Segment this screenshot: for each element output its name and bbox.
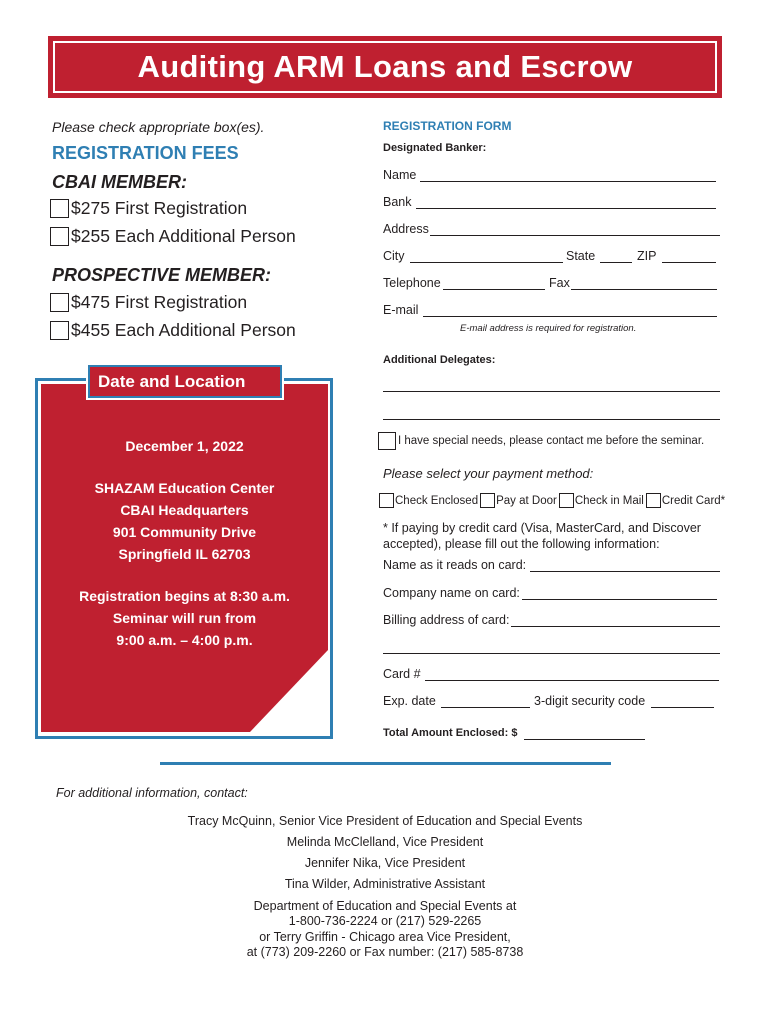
date-location-tab-label: Date and Location: [98, 371, 246, 391]
payment-option-label: Check Enclosed: [395, 494, 479, 507]
checkbox[interactable]: [379, 493, 394, 508]
checkbox[interactable]: [50, 293, 69, 312]
fee-option-prospective-first[interactable]: [50, 292, 247, 313]
delegate-field[interactable]: [383, 419, 720, 420]
fax-label: Fax: [549, 276, 570, 290]
contact-person: Melinda McClelland, Vice President: [286, 835, 484, 849]
billing-address-label: Billing address of card:: [383, 613, 510, 627]
email-note: E-mail address is required for registration.: [460, 323, 637, 334]
email-label: E-mail: [383, 303, 419, 317]
contact-person: Tracy McQuinn, Senior Vice President of Education and Special Events: [187, 814, 583, 828]
time-line: Seminar will run from: [112, 610, 257, 626]
security-code-field[interactable]: [651, 707, 714, 708]
payment-option-label: Check in Mail: [574, 494, 644, 507]
name-field[interactable]: [420, 181, 716, 182]
city-label: City: [383, 249, 405, 263]
fee-option-cbai-first[interactable]: [50, 198, 247, 219]
name-on-card-label: Name as it reads on card:: [383, 558, 527, 572]
zip-label: ZIP: [637, 249, 657, 263]
time-line: 9:00 a.m. – 4:00 p.m.: [116, 632, 253, 648]
payment-option-credit-card[interactable]: [646, 493, 725, 508]
title-frame: [53, 41, 717, 93]
exp-date-label: Exp. date: [383, 694, 436, 708]
credit-card-note: * If paying by credit card (Visa, MasterCard, and Discover accepted), please fill out the following information:: [383, 521, 701, 551]
card-number-label: Card #: [383, 667, 421, 681]
venue-line: Springfield IL 62703: [118, 546, 251, 562]
payment-option-label: Pay at Door: [496, 494, 557, 507]
payment-option-pay-at-door[interactable]: [480, 493, 557, 508]
security-code-label: 3-digit security code: [534, 694, 646, 708]
state-field[interactable]: [600, 262, 632, 263]
section-divider: [160, 762, 611, 765]
checkbox[interactable]: [559, 493, 574, 508]
department-line: 1-800-736-2224 or (217) 529-2265: [288, 914, 482, 928]
checkbox[interactable]: [50, 321, 69, 340]
instruction-text: Please check appropriate box(es).: [52, 119, 265, 135]
fee-option-cbai-additional[interactable]: [50, 226, 296, 247]
registration-form-heading: REGISTRATION FORM: [383, 119, 512, 133]
total-amount-field[interactable]: [524, 739, 645, 740]
checkbox[interactable]: [50, 227, 69, 246]
department-line: or Terry Griffin - Chicago area Vice President,: [259, 930, 511, 944]
name-on-card-field[interactable]: [530, 571, 720, 572]
billing-address-field-2[interactable]: [383, 653, 720, 654]
address-label: Address: [383, 222, 429, 236]
additional-delegates-label: Additional Delegates:: [383, 354, 496, 366]
special-needs-label: I have special needs, please contact me before the seminar.: [398, 435, 705, 447]
department-line: Department of Education and Special Events at: [253, 899, 517, 913]
fee-option-label: $475 First Registration: [71, 292, 248, 312]
bank-field[interactable]: [416, 208, 716, 209]
exp-date-field[interactable]: [441, 707, 530, 708]
page-title: Auditing ARM Loans and Escrow: [137, 49, 633, 84]
date-location-tab: [86, 363, 284, 400]
title-banner: [48, 36, 722, 98]
prospective-member-heading: PROSPECTIVE MEMBER:: [52, 265, 272, 285]
payment-option-label: Credit Card*: [661, 494, 726, 507]
bank-label: Bank: [383, 195, 412, 209]
fee-option-label: $275 First Registration: [71, 198, 248, 218]
time-line: Registration begins at 8:30 a.m.: [79, 588, 290, 604]
event-date: December 1, 2022: [125, 438, 244, 454]
fee-option-label: $255 Each Additional Person: [71, 226, 296, 246]
special-needs-option[interactable]: [378, 432, 704, 450]
venue-line: 901 Community Drive: [112, 524, 257, 540]
telephone-label: Telephone: [383, 276, 441, 290]
card-number-field[interactable]: [425, 680, 719, 681]
delegate-field[interactable]: [383, 391, 720, 392]
fax-field[interactable]: [571, 289, 717, 290]
department-line: at (773) 209-2260 or Fax number: (217) 585-8738: [246, 945, 524, 959]
checkbox[interactable]: [50, 199, 69, 218]
billing-address-field[interactable]: [511, 626, 720, 627]
date-location-tab-inner: [88, 365, 282, 398]
checkbox[interactable]: [378, 432, 396, 450]
payment-option-check-in-mail[interactable]: [559, 493, 644, 508]
company-on-card-label: Company name on card:: [383, 586, 520, 600]
contact-person: Tina Wilder, Administrative Assistant: [284, 877, 486, 891]
cbai-member-heading: CBAI MEMBER:: [52, 172, 187, 192]
checkbox[interactable]: [646, 493, 661, 508]
total-amount-label: Total Amount Enclosed: $: [383, 727, 518, 739]
venue-line: CBAI Headquarters: [120, 502, 249, 518]
payment-prompt: Please select your payment method:: [383, 466, 594, 481]
venue-line: SHAZAM Education Center: [94, 480, 275, 496]
payment-option-check-enclosed[interactable]: [379, 493, 478, 508]
fee-option-label: $455 Each Additional Person: [71, 320, 296, 340]
city-field[interactable]: [410, 262, 563, 263]
state-label: State: [566, 249, 596, 263]
name-label: Name: [383, 168, 417, 182]
company-on-card-field[interactable]: [522, 599, 717, 600]
contact-intro: For additional information, contact:: [56, 786, 248, 800]
payment-options: [379, 493, 727, 508]
telephone-field[interactable]: [443, 289, 545, 290]
contact-person: Jennifer Nika, Vice President: [304, 856, 466, 870]
checkbox[interactable]: [480, 493, 495, 508]
designated-banker-label: Designated Banker:: [383, 142, 487, 154]
registration-fees-heading: REGISTRATION FEES: [52, 143, 239, 163]
zip-field[interactable]: [662, 262, 716, 263]
fee-option-prospective-additional[interactable]: [50, 320, 296, 341]
email-field[interactable]: [423, 316, 717, 317]
address-field[interactable]: [430, 235, 720, 236]
